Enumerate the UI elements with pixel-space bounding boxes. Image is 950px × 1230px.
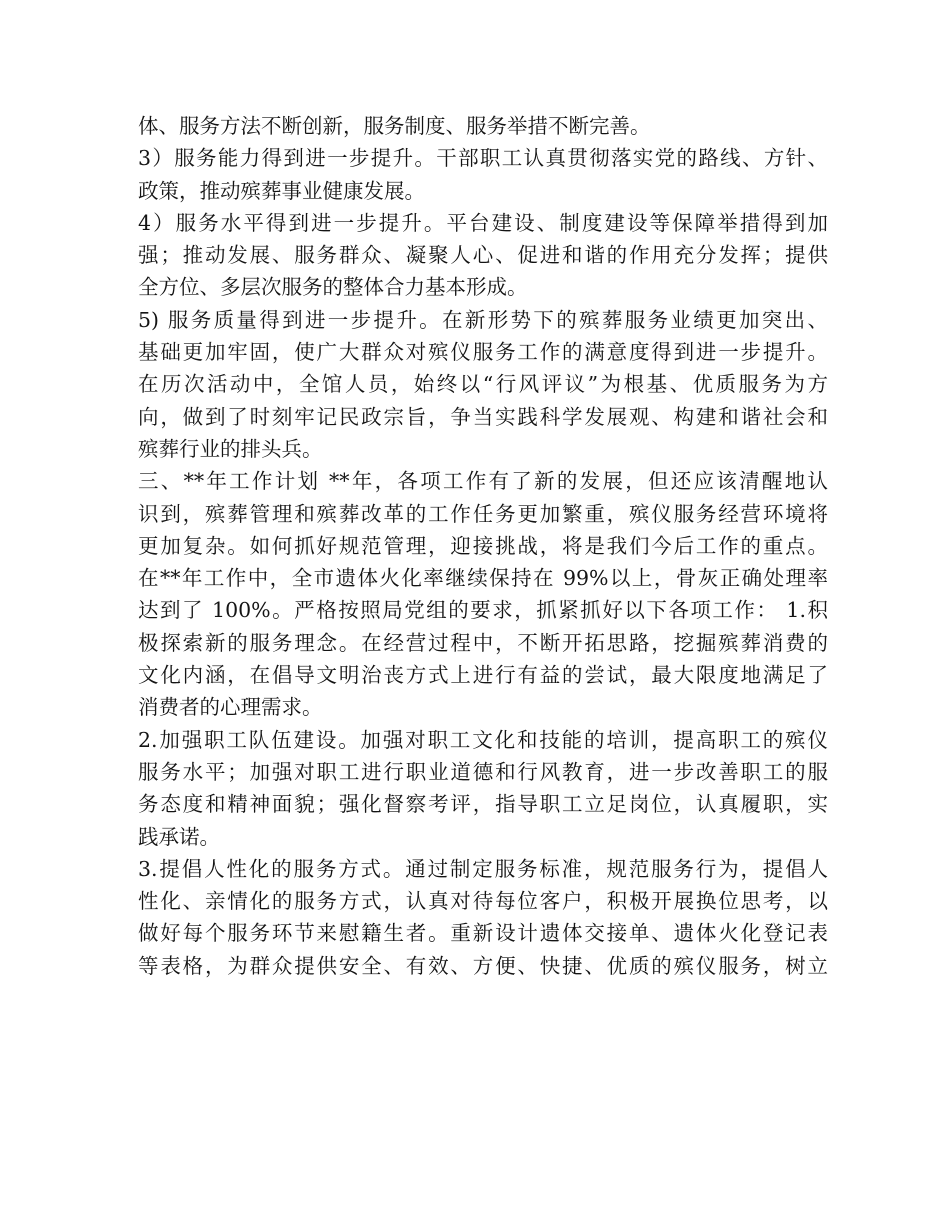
text-line: 基础更加牢固，使广大群众对殡仪服务工作的满意度得到进一步提升。	[138, 340, 828, 365]
text-line: 体、服务方法不断创新，服务制度、服务举措不断完善。	[138, 114, 651, 138]
text-line: 文化内涵，在倡导文明治丧方式上进行有益的尝试，最大限度地满足了	[138, 663, 828, 688]
text-line: 殡葬行业的排头兵。	[138, 436, 323, 461]
document-body	[138, 110, 828, 982]
text-line: 在**年工作中，全市遗体火化率继续保持在 99%以上，骨灰正确处理率	[138, 566, 828, 591]
text-line: 2.加强职工队伍建设。加强对职工文化和技能的培训，提高职工的殡仪	[138, 727, 828, 752]
text-line: 4）服务水平得到进一步提升。平台建设、制度建设等保障举措得到加	[138, 210, 828, 235]
text-line: 践承诺。	[138, 824, 220, 849]
text-line: 达到了 100%。严格按照局党组的要求，抓紧抓好以下各项工作： 1.积	[138, 598, 828, 623]
text-line: 更加复杂。如何抓好规范管理，迎接挑战，将是我们今后工作的重点。	[138, 533, 828, 558]
text-line: 务态度和精神面貌；强化督察考评，指导职工立足岗位，认真履职，实	[138, 792, 828, 817]
text-line: 3.提倡人性化的服务方式。通过制定服务标准，规范服务行为，提倡人	[138, 856, 828, 881]
text-line: 极探索新的服务理念。在经营过程中，不断开拓思路，挖掘殡葬消费的	[138, 630, 828, 655]
text-line: 识到，殡葬管理和殡葬改革的工作任务更加繁重，殡仪服务经营环境将	[138, 501, 828, 526]
text-line: 做好每个服务环节来慰籍生者。重新设计遗体交接单、遗体火化登记表	[138, 921, 828, 946]
text-line: 等表格，为群众提供安全、有效、方便、快捷、优质的殡仪服务，树立	[138, 953, 828, 978]
text-line: 全方位、多层次服务的整体合力基本形成。	[138, 275, 528, 300]
text-line: 强；推动发展、服务群众、凝聚人心、促进和谐的作用充分发挥；提供	[138, 243, 828, 268]
text-line: 性化、亲情化的服务方式，认真对待每位客户，积极开展换位思考，以	[138, 889, 828, 914]
text-line: 在历次活动中，全馆人员，始终以“行风评议”为根基、优质服务为方	[138, 372, 828, 397]
text-line: 向，做到了时刻牢记民政宗旨，争当实践科学发展观、构建和谐社会和	[138, 404, 828, 429]
text-line: 服务水平；加强对职工进行职业道德和行风教育，进一步改善职工的服	[138, 759, 828, 784]
text-line: 5) 服务质量得到进一步提升。在新形势下的殡葬服务业绩更加突出、	[138, 307, 828, 332]
text-line: 三、**年工作计划 **年，各项工作有了新的发展，但还应该清醒地认	[138, 469, 828, 494]
text-line: 消费者的心理需求。	[138, 695, 323, 720]
text-line: 3）服务能力得到进一步提升。干部职工认真贯彻落实党的路线、方针、	[138, 146, 828, 171]
text-line: 政策，推动殡葬事业健康发展。	[138, 178, 425, 203]
